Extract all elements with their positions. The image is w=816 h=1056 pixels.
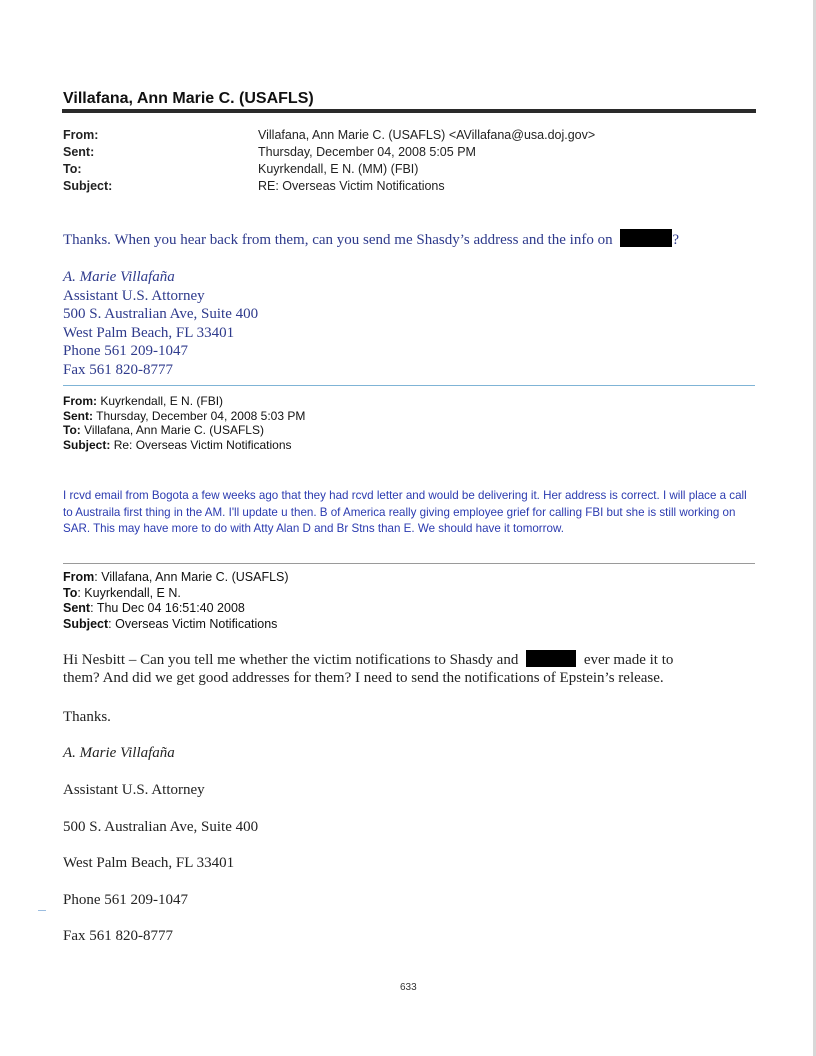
signature-phone: Phone 561 209-1047 [63,343,188,359]
fwd2-subject-row: Subject: Overseas Victim Notifications [63,616,278,631]
fwd1-from-row [63,394,305,409]
fwd2-sent-row: Sent: Thu Dec 04 16:51:40 2008 [63,601,245,615]
signature-title: Assistant U.S. Attorney [63,782,205,798]
signature-phone: Phone 561 209-1047 [63,892,188,908]
header-sent-row [63,144,595,161]
closing-thanks: Thanks. [63,709,111,725]
fwd1-subject-row [63,438,305,453]
fwd2-subject-value: Overseas Victim Notifications [115,616,278,631]
header-subject-row [63,178,595,195]
reply-text: Thanks. When you hear back from them, can you send me Shasdy’s address and the info on [63,232,613,248]
fwd1-from-label: From: [63,394,97,408]
fwd2-to-row: To: Kuyrkendall, E N. [63,585,181,600]
fwd1-to-row [63,423,305,438]
scan-mark [38,910,46,911]
signature-address-line1: 500 S. Australian Ave, Suite 400 [63,306,259,322]
fwd1-to-label: To: [63,423,81,437]
signature-address-line1: 500 S. Australian Ave, Suite 400 [63,819,259,835]
original-message-line2: them? And did we get good addresses for them? I need to send the notifications of Epstein’s release. [63,670,664,686]
original-message-text-a: Hi Nesbitt – Can you tell me whether the victim notifications to Shasdy and [63,652,519,668]
reply-text-end: ? [672,232,680,248]
redaction-block [620,229,672,247]
fbi-message-body: I rcvd email from Bogota a few weeks ago that they had rcvd letter and would be delivering it. Her address is correct. I will place a call to Austraila first thing in the AM. I'll update u then. B of America really giving employee grief for calling FBI but she is still working on SAR. This may have more to do with Atty Alan D and Br Stns than E. We should have it tomorrow. [63,489,747,535]
fwd2-to-value: Kuyrkendall, E N. [84,585,181,600]
header-from-label: From: [63,128,99,142]
fwd1-to-value: Villafana, Ann Marie C. (USAFLS) [84,423,264,437]
signature-name: A. Marie Villafaña [63,269,175,285]
signature-name: A. Marie Villafaña [63,745,175,761]
fwd1-sent-row [63,409,305,424]
fwd1-subject-label: Subject: [63,437,111,452]
signature-title: Assistant U.S. Attorney [63,287,205,304]
forwarded-header-1 [63,394,305,452]
fwd2-from-value: Villafana, Ann Marie C. (USAFLS) [101,570,289,584]
title-rule [62,109,756,113]
header-sent-label: Sent: [63,145,95,159]
header-to-value: Kuyrkendall, E N. (MM) (FBI) [258,162,419,176]
fwd1-subject-value: Re: Overseas Victim Notifications [113,437,292,452]
original-message-text-b: ever made it to [583,652,674,668]
forwarded-header-2 [63,570,289,632]
divider-gray [63,563,755,564]
reply-message [63,229,679,249]
fwd1-sent-value: Thursday, December 04, 2008 5:03 PM [96,408,306,423]
document-title: Villafana, Ann Marie C. (USAFLS) [63,90,314,107]
divider-blue [63,385,755,386]
signature-fax: Fax 561 820-8777 [63,361,173,378]
signature-address-line2: West Palm Beach, FL 33401 [63,855,235,871]
header-to-row [63,161,595,178]
fwd2-from-label: From [63,570,95,584]
signature-block-1 [63,268,258,379]
fwd2-sent-value: Thu Dec 04 16:51:40 2008 [96,601,245,615]
signature-fax: Fax 561 820-8777 [63,928,173,944]
fwd2-from-row: From: Villafana, Ann Marie C. (USAFLS) [63,570,289,584]
fwd2-sent-label: Sent [63,601,91,615]
header-subject-label: Subject: [63,179,113,193]
header-sent-value: Thursday, December 04, 2008 5:05 PM [258,145,476,159]
header-from-row [63,127,595,144]
original-message-line1 [63,650,673,669]
header-subject-value: RE: Overseas Victim Notifications [258,179,445,193]
header-to-label: To: [63,162,82,176]
email-header [63,127,595,195]
fwd1-sent-label: Sent: [63,408,93,423]
fwd1-from-value: Kuyrkendall, E N. (FBI) [100,394,224,408]
original-message-body [63,650,673,687]
fwd2-subject-label: Subject [63,616,109,631]
header-from-value: Villafana, Ann Marie C. (USAFLS) <AVillafana@usa.doj.gov> [258,128,596,142]
redaction-block [526,650,576,667]
page-number: 633 [400,982,417,993]
signature-address-line2: West Palm Beach, FL 33401 [63,324,235,341]
fwd2-to-label: To [63,585,78,600]
